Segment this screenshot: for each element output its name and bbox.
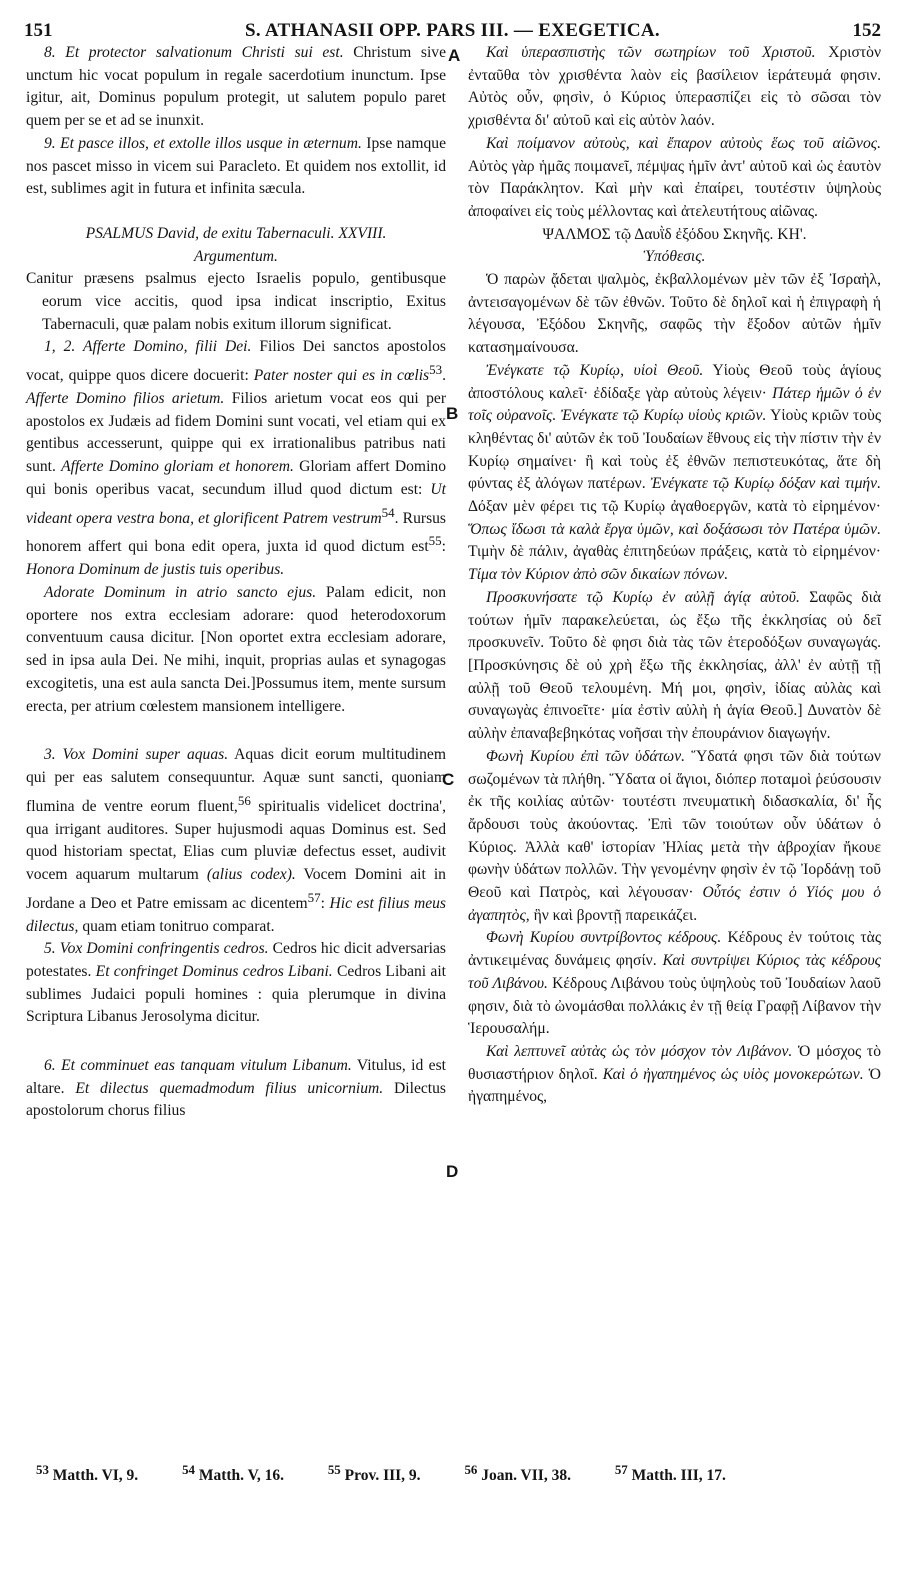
greek-verse-8	[468, 42, 881, 133]
greek-adorate	[468, 587, 881, 746]
greek-quote: Πάτερ ἡμῶν ὁ ἐν τοῖς οὐρανοῖς. Ἐνέγκατε τῷ Κυρίῳ υἱοὺς κριῶν.	[468, 384, 881, 425]
latin-commentary: Vocem Domini ait in Jordane a Deo et Patre emissam ac dicentem	[26, 865, 446, 912]
latin-commentary: Cedros Libani ait sublimes Judaici populi homines : quia plerumque in divina Scriptura Libanus Jerosolyma dicitur.	[26, 962, 446, 1026]
greek-commentary: Σαφῶς διὰ τούτων ἡμῖν παρακελεύεται, ὡς ἔξω τῆς ἐκκλησίας οὐ δεῖ προσκυνεῖν. Τοῦτο δὲ φησι διὰ τὰς τῶν ἑτεροδόξων συναγωγάς. [Προσκύνησις δὲ οὐ χρὴ ἔξω τῆς ἐκκλησίας, ἀλλ' ἐν αὐτῇ τῇ αὐλῇ τοῦ Θεοῦ τελουμένη. Μή μοι, φησὶν, ἰδίας αὐλὰς καὶ συναγωγὰς ἐπινοεῖτε· μία ἐστὶν αὐλὴ ἡ ἁγία Θεοῦ.] Δυνατὸν δὲ αὐλὴν ἐπαναβεβηκότας νοῆσαι τὴν ἐπουράνιον διαγωγήν.	[468, 588, 882, 743]
greek-lemma: Καὶ ποίμανον αὐτοὺς, καὶ ἔπαρον αὐτοὺς ἕως τοῦ αἰῶνος.	[486, 134, 881, 152]
latin-lemma: 9. Et pasce illos, et extolle illos usque in æternum.	[44, 134, 362, 152]
greek-quote: Ὅπως ἴδωσι τὰ καλὰ ἔργα ὑμῶν, καὶ δοξάσωσι τὸν Πατέρα ὑμῶν.	[468, 520, 881, 538]
latin-psalm-title: PSALMUS David, de exitu Tabernaculi. XXVIII.	[85, 224, 387, 242]
latin-verse-9	[26, 133, 446, 201]
greek-commentary: Κέδρους Λιβάνου τοὺς ὑψηλοὺς τοῦ Ἰουδαίων λαοῦ φησιν, διὰ τὸ ὠνομάσθαι πολλάκις ἐν τῇ θείᾳ Γραφῇ Λίβανον τὴν Ἱερουσαλήμ.	[468, 974, 881, 1038]
latin-verse-8	[26, 42, 446, 133]
latin-quote: (alius codex).	[206, 865, 296, 883]
latin-quote: Et confringet Dominus cedros Libani.	[95, 962, 333, 980]
greek-quote: Τίμα τὸν Κύριον ἀπὸ σῶν δικαίων πόνων.	[468, 566, 729, 584]
greek-quote: Καὶ συντρίψει Κύριος τὰς κέδρους τοῦ Λιβάνου.	[468, 952, 881, 992]
footnote: $^{53}$ Matth. VI, 9.	[36, 1462, 139, 1485]
latin-adorate	[26, 582, 446, 718]
greek-lemma: Καὶ λεπτυνεῖ αὐτὰς ὡς τὸν μόσχον τὸν Λιβάνον.	[486, 1042, 793, 1060]
latin-verse-6	[26, 1055, 446, 1123]
margin-letter-c: C	[442, 770, 455, 789]
greek-commentary: Δόξαν μὲν φέρει τις τῷ Κυρίῳ ἀγαθοεργῶν, κατὰ τὸ εἰρημένον·	[468, 498, 881, 516]
latin-argument-label: Argumentum.	[194, 247, 278, 265]
margin-letter-b: B	[446, 404, 459, 423]
greek-lemma: Φωνὴ Κυρίου συντρίβοντος κέδρους.	[486, 929, 722, 947]
latin-lemma: 3. Vox Domini super aquas.	[44, 746, 229, 764]
margin-letter-a: A	[448, 46, 461, 65]
footnote: $^{54}$ Matth. V, 16.	[182, 1462, 284, 1485]
latin-verse-5	[26, 938, 446, 1029]
latin-lemma: 1, 2. Afferte Domino, filii Dei.	[44, 338, 252, 356]
greek-lemma: Καὶ ὑπερασπιστὴς τῶν σωτηρίων τοῦ Χριστοῦ.	[486, 44, 816, 61]
running-title: S. ATHANASII OPP. PARS III. — EXEGETICA.	[245, 20, 660, 41]
latin-commentary: Filios arietum vocat eos qui per apostolos ex Judæis ad fidem Domini sunt vocati, vel etiam qui ex gentibus accesserunt, quippe qui ex irrationalibus patribus nati sunt.	[26, 390, 447, 476]
latin-verse-1-2: 1, 2. Afferte Domino, filii Dei. Filios Dei sanctos apostolos vocat, quippe quos dicere docuerit: Pater noster qui es in cœlis$^{53}$. Afferte Domino filios arietum. Filios arietum vocat eos qui per apostolos ex Judæis ad fidem Domini sunt vocati, vel etiam qui ex gentibus accesserunt, quippe qui ex irrationalibus patribus nati sunt. Afferte Domino gloriam et honorem. Gloriam affert Domino qui bonis operibus vacat, secundum illud quod dictum est: Ut videant opera vestra bona, et glorificent Patrem vestrum$^{54}$. Rursus honorem affert qui bona edit opera, juxta id quod dictum est$^{55}$: Honora Dominum de justis tuis operibus.	[26, 338, 447, 579]
latin-commentary: Gloriam affert Domino qui bonis operibus vacat, secundum illud quod dictum est:	[26, 458, 446, 498]
footnote: $^{55}$ Prov. III, 9.	[327, 1462, 421, 1485]
greek-verse-9	[468, 133, 881, 224]
greek-verse-1-2	[468, 360, 881, 587]
latin-quote: Et dilectus quemadmodum filius unicornium.	[75, 1079, 384, 1097]
greek-lemma: Προσκυνήσατε τῷ Κυρίῳ ἐν αὐλῇ ἁγίᾳ αὐτοῦ.	[486, 588, 800, 606]
greek-commentary: Κέδρους ἐν τούτοις τὰς ἀντικειμένας δυνάμεις φησίν.	[468, 929, 881, 970]
greek-commentary: ἣν καὶ βροντῇ παρεικάζει.	[533, 906, 698, 924]
latin-verse-3: 3. Vox Domini super aquas. Aquas dicit eorum multitudinem qui per eas salutem consequuntur. Aquæ sunt sancti, quoniam flumina de ventre eorum fluent,$^{56}$ spiritualis videlicet doctrina', qua irrigant auditores. Super hujusmodi aquas Dominus est. Sed quod historiam spectat, Elias cum pluviæ defectus esset, audivit vocem aquarum multarum (alius codex). Vocem Domini ait in Jordane a Deo et Patre emissam ac dicentem$^{57}$: Hic est filius meus dilectus, quam etiam tonitruo comparat.	[26, 746, 446, 935]
greek-commentary: Ὕδατά φησι τῶν διὰ τούτων σωζομένων τὰ πλήθη. Ὕδατα οἱ ἅγιοι, διόπερ ποταμοὶ ῥεύσουσιν ἐκ τῆς κοιλίας αὐτῶν· τουτέστι πνευματικὴ διδασκαλία, δι' ἧς ἄρδουσι τοὺς ἀκούοντας. Ἐπὶ τῶν τοιούτων οὖν ὑδάτων ὁ Κύριος. Ἀλλὰ καθ' ἱστορίαν Ἠλίας μετὰ τὴν ἀβροχίαν ἤκουε φωνὴν ὑδάτων πολλῶν. Τὴν γενομένην φησὶν ἐν τῷ Ἰορδάνῃ τοῦ Θεοῦ καὶ Πατρὸς, καὶ λέγουσαν·	[468, 747, 881, 902]
latin-commentary: Vitulus, id est altare.	[26, 1057, 446, 1097]
greek-commentary: Ὁ ἠγαπημένος,	[468, 1065, 881, 1106]
greek-psalm-title: ΨΑΛΜΟΣ τῷ Δαυῒδ ἐξόδου Σκηνῆς. ΚΗ'.	[542, 225, 807, 243]
greek-verse-5	[468, 927, 881, 1041]
latin-commentary: Rursus honorem affert qui bona edit opera, juxta id quod dictum est	[26, 509, 446, 556]
margin-letter-d: D	[446, 1162, 459, 1181]
latin-lemma: 5. Vox Domini confringentis cedros.	[44, 940, 269, 958]
page-number-right: 152	[852, 20, 881, 41]
latin-lemma: 8. Et protector salvationum Christi sui est.	[44, 44, 344, 61]
greek-argument: Ὁ παρὼν ᾄδεται ψαλμὸς, ἐκβαλλομένων μὲν τῶν ἐξ Ἰσραὴλ, ἀντεισαγομένων δὲ τῶν ἐθνῶν. Τοῦτο δὲ δηλοῖ καὶ ἡ ἐπιγραφὴ ἡ λέγουσα, Ἐξόδου Σκηνῆς, σαφῶς τὴν ἔξοδον αὐτῶν ἡμῖν κατασημαίνουσα.	[468, 271, 881, 357]
latin-lemma: Adorate Dominum in atrio sancto ejus.	[44, 584, 317, 602]
page-number-left: 151	[24, 20, 53, 41]
greek-lemma: Ἐνέγκατε τῷ Κυρίῳ, υἱοὶ Θεοῦ.	[486, 361, 704, 379]
footnote: $^{57}$ Matth. III, 17.	[614, 1462, 726, 1485]
greek-verse-6	[468, 1041, 881, 1109]
latin-commentary: spiritualis videlicet doctrina', qua irrigant auditores. Super hujusmodi aquas Dominus est. Sed quod historiam spectat, Elias cum pluviæ defectus esset, audivit vocem aquarum multarum	[26, 797, 446, 883]
greek-commentary: Χριστὸν ἐνταῦθα τὸν χρισθέντα λαὸν εἰς βασίλειον ἱεράτευμά φησιν. Αὐτὸς οὖν, φησὶν, ὁ Κύριος ὑπερασπίζει εἰς τὸ σῶσαι τὸν χρισθέντα δι' αὐτοῦ καὶ εἰς αὐτὸν λαόν.	[468, 44, 881, 130]
latin-quote: Afferte Domino gloriam et honorem.	[61, 458, 294, 476]
footnote-ref: 54	[381, 504, 395, 520]
latin-column	[26, 42, 446, 1123]
footnote-ref: 56	[237, 792, 251, 808]
latin-commentary: Dilectus apostolorum chorus filius	[26, 1079, 446, 1120]
latin-argument: Canitur præsens psalmus ejecto Israelis populo, gentibusque eorum vice accitis, quod ipsa indicat inscriptio, Exitus Tabernaculi, quæ palam nobis exitum illorum significat.	[26, 270, 446, 333]
latin-commentary: quam etiam tonitruo comparat.	[82, 917, 275, 935]
latin-quote: Afferte Domino filios arietum.	[26, 390, 225, 408]
greek-argument-label: Ὑπόθεσις.	[643, 248, 706, 266]
greek-commentary: Υἱοὺς κριῶν τοὺς κληθέντας δι' αὐτῶν ἐκ τοῦ Ἰουδαίων ἔθνους εἰς τὴν πίστιν τὴν ἐν Κυρίῳ σημαίνει· ἢ καὶ τοὺς ἐξ ἐθνῶν πεπιστευκότας, ἅτε δὴ φύντας ἐξ ἀλόγων πατέρων.	[468, 407, 881, 493]
greek-quote: Ἐνέγκατε τῷ Κυρίῳ δόξαν καὶ τιμήν.	[650, 475, 881, 493]
footnote-ref: 53	[429, 362, 443, 378]
footnote: $^{56}$ Joan. VII, 38.	[464, 1462, 571, 1485]
latin-quote: Ut videant opera vestra bona, et glorificent Patrem vestrum	[26, 480, 446, 527]
latin-lemma: 6. Et comminuet eas tanquam vitulum Libanum.	[44, 1057, 352, 1075]
greek-commentary: Υἱοὺς Θεοῦ τοὺς ἁγίους ἀποστόλους καλεῖ· ἐδίδαξε γὰρ αὐτοὺς λέγειν·	[468, 361, 881, 402]
latin-commentary: Cedros hic dicit adversarias potestates.	[26, 940, 446, 980]
greek-quote: Οὗτός ἐστιν ὁ Υἱός μου ὁ ἀγαπητὸς,	[468, 884, 882, 924]
footnotes	[36, 1462, 896, 1485]
greek-column	[468, 42, 881, 1109]
latin-commentary: Ipse namque nos pascet misso in vicem sui Paracleto. Et quidem nos extollit, id est, sublimes agit in futura et infinita sæcula.	[26, 134, 446, 198]
footnote-ref: 55	[428, 533, 442, 549]
latin-quote: Pater noster qui es in cœlis	[253, 367, 430, 385]
footnote-ref: 57	[307, 889, 321, 905]
latin-quote: Hic est filius meus dilectus,	[26, 894, 446, 935]
latin-commentary: Aquas dicit eorum multitudinem qui per eas salutem consequuntur. Aquæ sunt sancti, quoniam flumina de ventre eorum fluent,	[26, 746, 446, 815]
greek-commentary: Αὐτὸς γὰρ ἡμᾶς ποιμανεῖ, πέμψας ἡμῖν ἀντ' αὐτοῦ καὶ ὡς ἑαυτὸν τὸν Παράκλητον. Καὶ μὴν καὶ ἐπαίρει, τουτέστιν ὑψηλοὺς ἀποφαίνει εἰς τοὺς μέλλοντας καὶ ἀτελευτήτους αἰῶνας.	[468, 157, 881, 220]
latin-commentary: Filios Dei sanctos apostolos vocat, quippe quos dicere docuerit:	[26, 338, 446, 385]
latin-quote: Honora Dominum de justis tuis operibus.	[26, 561, 285, 579]
greek-commentary: Τιμὴν δὲ πάλιν, ἀγαθὰς ἐπιτηδεύων πράξεις, κατὰ τὸ εἰρημένον·	[468, 543, 881, 561]
greek-verse-3	[468, 746, 881, 928]
greek-lemma: Φωνὴ Κυρίου ἐπὶ τῶν ὑδάτων.	[486, 747, 686, 765]
latin-commentary: Palam edicit, non oportere nos extra ecclesiam adorare: quod heterodoxorum conventuum causa dicitur. [Non oportet extra ecclesiam adorare, sed in ipsa aula Dei. Ne mihi, inquit, proprias aulas et synagogas excogitetis, una est aula sancta Dei.]Possumus item, mente sursum erecta, per atrium cœlestem mansionem intelligere.	[26, 584, 447, 715]
greek-commentary: Ὁ μόσχος τὸ θυσιαστήριον δηλοῖ.	[468, 1042, 881, 1083]
latin-commentary: Christum sive unctum hic vocat populum in regale sacerdotium inunctum. Ipse igitur, ait, Dominus populum protegit, ut salutem populo paret quem per se et ad se inunxit.	[26, 44, 446, 130]
greek-quote: Καὶ ὁ ἠγαπημένος ὡς υἱὸς μονοκερώτων.	[602, 1065, 864, 1083]
